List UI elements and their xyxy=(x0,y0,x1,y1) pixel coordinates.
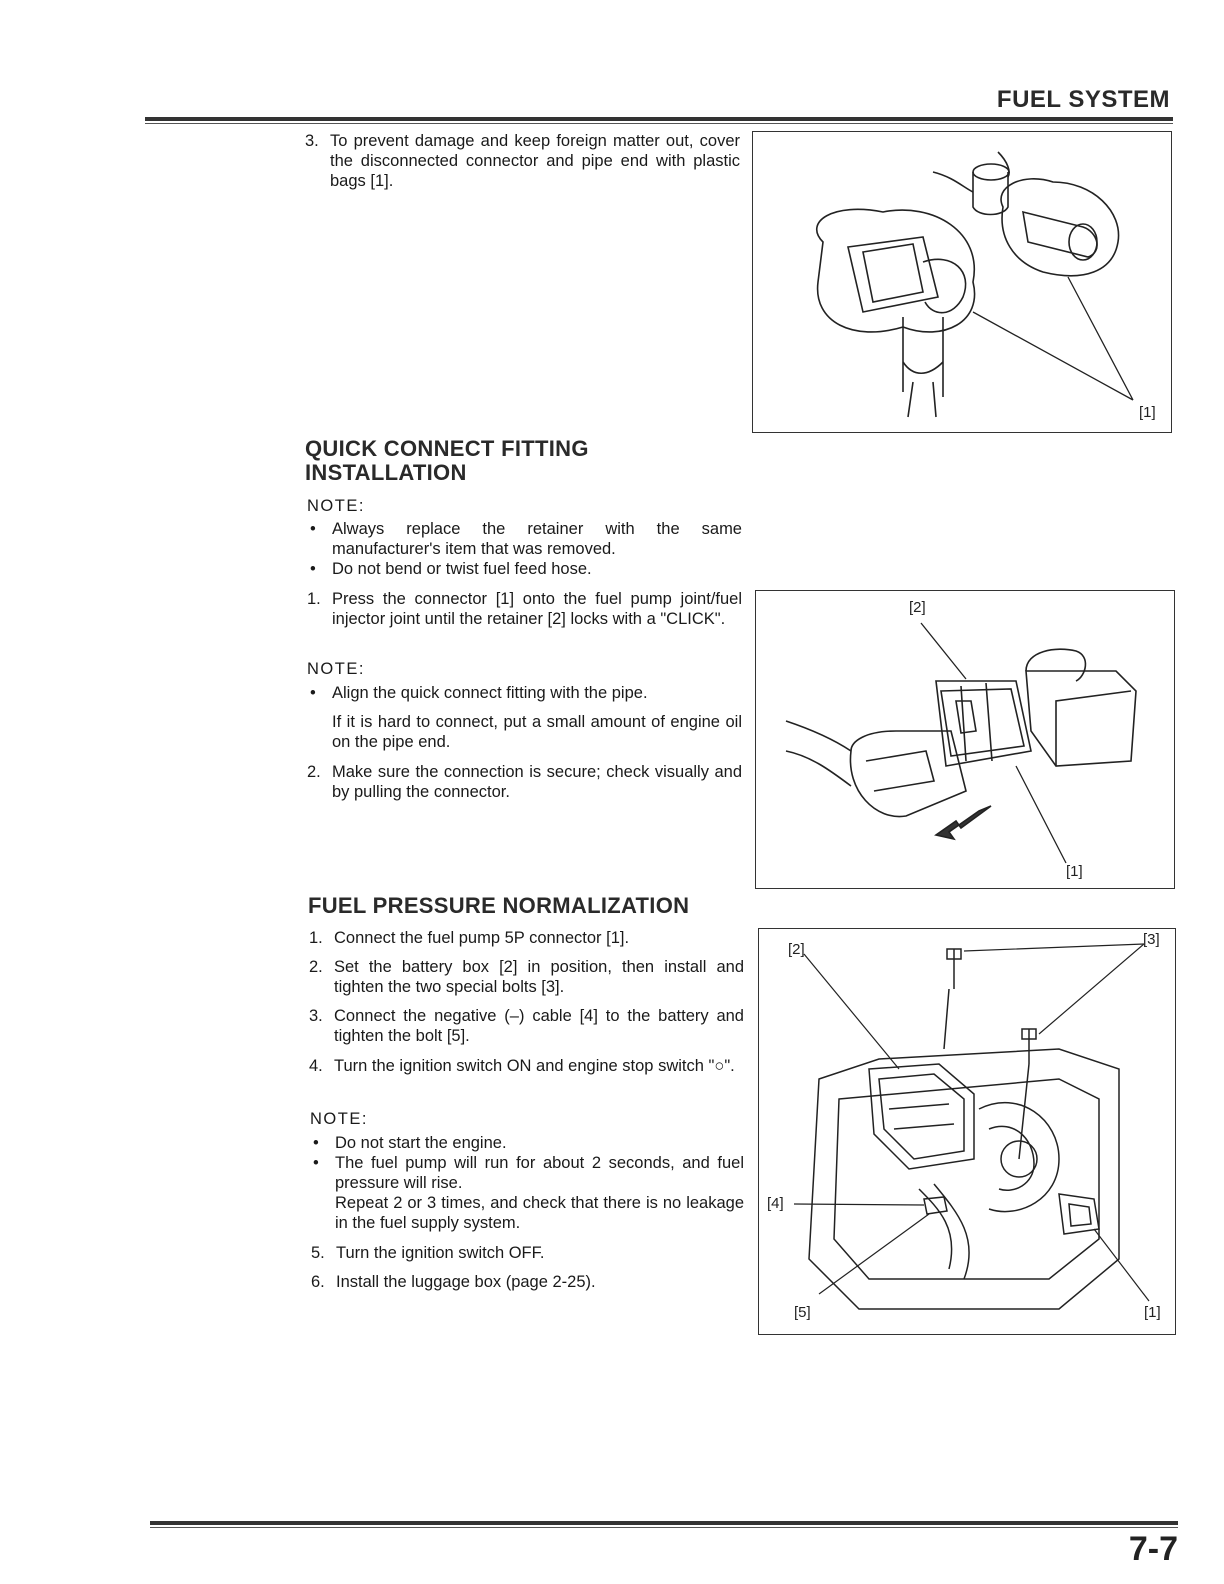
callout-3: [3] xyxy=(1143,931,1160,948)
note-paragraph: If it is hard to connect, put a small amount of engine oil on the pipe end. xyxy=(332,713,742,751)
step-number: 3. xyxy=(309,1007,323,1025)
pressure-step-3 xyxy=(309,1006,744,1046)
step-text: To prevent damage and keep foreign matter out, cover the disconnected connector and pipe end with plastic bags [1]. xyxy=(330,132,740,190)
pressure-step-4 xyxy=(309,1056,744,1076)
note-text: The fuel pump will run for about 2 seconds, and fuel pressure will rise. xyxy=(335,1154,744,1192)
callout-2: [2] xyxy=(788,941,805,958)
page-header-title: FUEL SYSTEM xyxy=(996,86,1170,113)
step-number: 2. xyxy=(309,958,323,976)
note-label: NOTE: xyxy=(307,497,365,515)
bullet-dot: • xyxy=(310,560,316,578)
figure-plastic-bags xyxy=(752,131,1172,433)
section-title-fuel-pressure: FUEL PRESSURE NORMALIZATION xyxy=(308,893,690,918)
step-text: Install the luggage box (page 2-25). xyxy=(336,1273,596,1291)
step-number: 5. xyxy=(311,1244,325,1262)
header-rule-thin xyxy=(145,123,1173,124)
step-number: 1. xyxy=(307,590,321,608)
quick-step-1 xyxy=(307,589,742,629)
note-label: NOTE: xyxy=(307,660,365,678)
note-paragraph: Repeat 2 or 3 times, and check that there is no leakage in the fuel supply system. xyxy=(335,1194,744,1232)
figure-plastic-bags-drawing xyxy=(753,132,1171,432)
bullet-dot: • xyxy=(313,1134,319,1152)
step-number: 3. xyxy=(305,132,319,150)
bullet-dot: • xyxy=(310,684,316,702)
callout-2: [2] xyxy=(909,599,926,616)
callout-1: [1] xyxy=(1139,404,1156,421)
step-number: 4. xyxy=(309,1057,323,1075)
note-bullet xyxy=(313,1133,744,1153)
callout-4: [4] xyxy=(767,1195,784,1212)
callout-1: [1] xyxy=(1144,1304,1161,1321)
page-number: 7-7 xyxy=(1128,1530,1178,1568)
figure-quick-connect-drawing xyxy=(756,591,1174,888)
step-text: Set the battery box [2] in position, then install and tighten the two special bolts [3]. xyxy=(334,958,744,996)
step-text: Turn the ignition switch ON and engine stop switch "○". xyxy=(334,1057,735,1075)
step-text: Connect the negative (–) cable [4] to the battery and tighten the bolt [5]. xyxy=(334,1007,744,1045)
section-title-quick-connect xyxy=(305,437,589,485)
note-bullet xyxy=(310,683,742,703)
footer-rule xyxy=(150,1521,1178,1525)
note-text: Do not start the engine. xyxy=(335,1134,507,1152)
callout-5: [5] xyxy=(794,1304,811,1321)
figure-battery-box xyxy=(758,928,1176,1335)
section-title-line: INSTALLATION xyxy=(305,460,467,485)
header-rule xyxy=(145,117,1173,121)
step-text: Turn the ignition switch OFF. xyxy=(336,1244,545,1262)
callout-1: [1] xyxy=(1066,863,1083,880)
step-text: Connect the fuel pump 5P connector [1]. xyxy=(334,929,630,947)
step-text: Make sure the connection is secure; check visually and by pulling the connector. xyxy=(332,763,742,801)
bullet-dot: • xyxy=(313,1154,319,1172)
pressure-step-1 xyxy=(309,928,744,948)
figure-battery-box-drawing xyxy=(759,929,1175,1334)
section-title-line: QUICK CONNECT FITTING xyxy=(305,436,589,461)
intro-step xyxy=(305,131,740,191)
figure-quick-connect xyxy=(755,590,1175,889)
note-text: Always replace the retainer with the same manufacturer's item that was removed. xyxy=(332,520,742,558)
pressure-step-2 xyxy=(309,957,744,997)
note-bullet xyxy=(310,559,742,579)
step-number: 2. xyxy=(307,763,321,781)
step-number: 6. xyxy=(311,1273,325,1291)
footer-rule-thin xyxy=(150,1527,1178,1528)
quick-step-2 xyxy=(307,762,742,802)
note-text: Align the quick connect fitting with the pipe. xyxy=(332,684,648,702)
note-bullet xyxy=(310,519,742,559)
note-bullet xyxy=(313,1153,744,1193)
pressure-step-5 xyxy=(311,1243,744,1263)
note-text: Do not bend or twist fuel feed hose. xyxy=(332,560,592,578)
pressure-step-6 xyxy=(311,1272,744,1292)
step-number: 1. xyxy=(309,929,323,947)
step-text: Press the connector [1] onto the fuel pump joint/fuel injector joint until the retainer [2] locks with a "CLICK". xyxy=(332,590,742,628)
note-label: NOTE: xyxy=(310,1110,368,1128)
bullet-dot: • xyxy=(310,520,316,538)
